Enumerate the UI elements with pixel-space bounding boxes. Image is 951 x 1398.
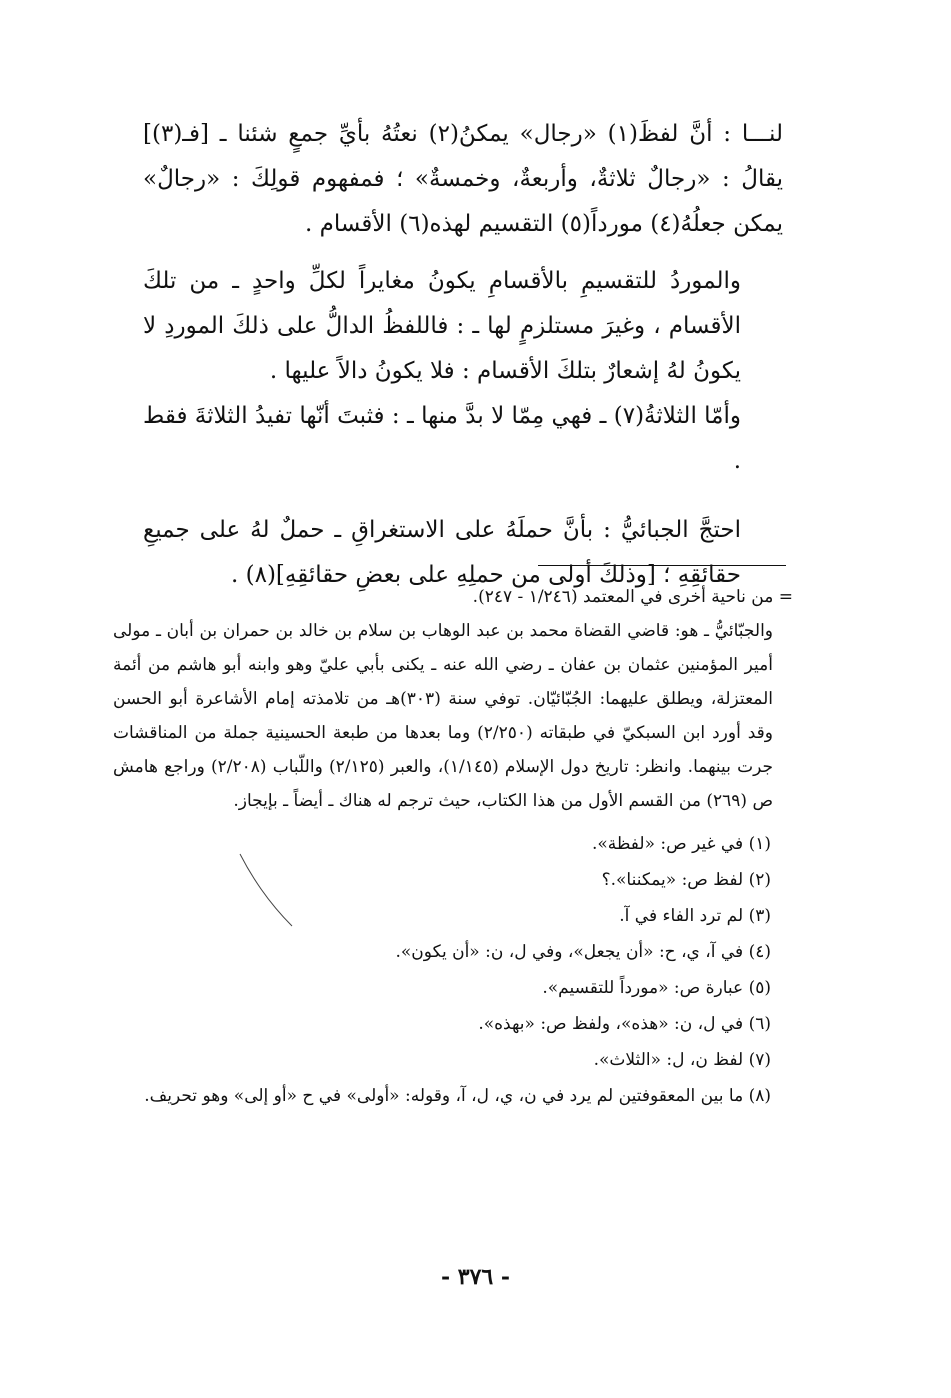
main-paragraph-4: احتجَّ الجبائيُّ : بأنَّ حملَهُ على الاستغراقِ ـ حملٌ لهُ على جميعِ حقائقِهِ ؛ [وذلكَ أولى من حملِهِ على بعضِ حقائقِهِ](٨) . — [143, 517, 741, 588]
footnote-1: (١) في غير ص: «لفظة». — [591, 834, 771, 854]
footnote-7: (٧) لفظ ن، ل: «الثلاث». — [593, 1050, 771, 1070]
footnote-5: (٥) عبارة ص: «مورداً للتقسيم». — [542, 978, 771, 998]
footnote-6: (٦) في ل، ن: «هذه»، ولفظ ص: «بهذه». — [478, 1014, 771, 1034]
footnote-8: (٨) ما بين المعقوفتين لم يرد في ن، ي، ل، آ، وقوله: «أولى» في ح «أو إلى» وهو تحريف. — [144, 1086, 771, 1106]
main-paragraph-2: والموردُ للتقسيمِ بالأقسامِ يكونُ مغايراً لكلِّ واحدٍ ـ من تلكَ الأقسام ، وغيرَ مستلزمٍ لها ـ : فاللفظُ الدالُّ على ذلكَ الموردِ لا يكونُ لهُ إشعارٌ بتلكَ الأقسام : فلا يكونُ دالاً عليها . — [143, 268, 741, 384]
footnote-continuation-2: والجبّائيُّ ـ هو: قاضي القضاة محمد بن عبد الوهاب بن سلام بن خالد بن حمران بن أبان ـ مولى أمير المؤمنين عثمان بن عفان ـ رضي الله عنه ـ يكنى بأبي عليّ وهو وابنه أبو هاشم من أئمة المعتزلة، ويطلق عليهما: الجُبّائيّان. توفي سنة (٣٠٣)هـ من تلامذته إمام الأشاعرة أبو الحسن وقد أورد ابن السبكيّ في طبقاته (٢/٢٥٠) وما بعدها من طبعة الحسينية جملة من المناقشات جرت بينهما. وانظر: تاريخ دول الإسلام (١/١٤٥)، والعبر (٢/١٢٥) واللّباب (٢/٢٠٨) وراجع هامش ص (٢٦٩) من القسم الأول من هذا الكتاب، حيث ترجم له هناك ـ أيضاً ـ بإيجاز. — [113, 621, 773, 811]
footnote-2: (٢) لفظ ص: «يمكننا».؟ — [601, 870, 771, 890]
footnote-continuation-1: = من ناحية أخرى في المعتمد (١/٢٤٦ - ٢٤٧). — [472, 587, 793, 607]
footnote-separator — [538, 565, 786, 566]
footnote-4: (٤) في آ، ي، ح: «أن يجعل»، وفي ل، ن: «أن يكون». — [395, 942, 771, 962]
pen-stroke-mark — [236, 850, 296, 930]
footnote-list — [113, 826, 793, 1114]
footnote-3: (٣) لم ترد الفاء في آ. — [619, 906, 771, 926]
main-text — [143, 112, 783, 598]
footnotes-section — [113, 580, 793, 1114]
page-number: - ٣٧٦ - — [440, 1264, 511, 1290]
main-paragraph-3: وأمّا الثلاثةُ(٧) ـ فهي مِمّا لا بدَّ منها ـ : فثبتَ أنّها تفيدُ الثلاثةَ فقط . — [143, 403, 741, 474]
main-paragraph-1: لنـــا : أنَّ لفظَ(١) «رجال» يمكنُ(٢) نعتُهُ بأيِّ جمعٍ شئنا ـ [فـ(٣)] يقالُ : «رجالٌ ثلاثةٌ، وأربعةٌ، وخمسةٌ» ؛ فمفهوم قولِكَ : «رجالٌ» يمكن جعلُهُ(٤) مورداً(٥) التقسيم لهذه(٦) الأقسام . — [143, 121, 783, 237]
